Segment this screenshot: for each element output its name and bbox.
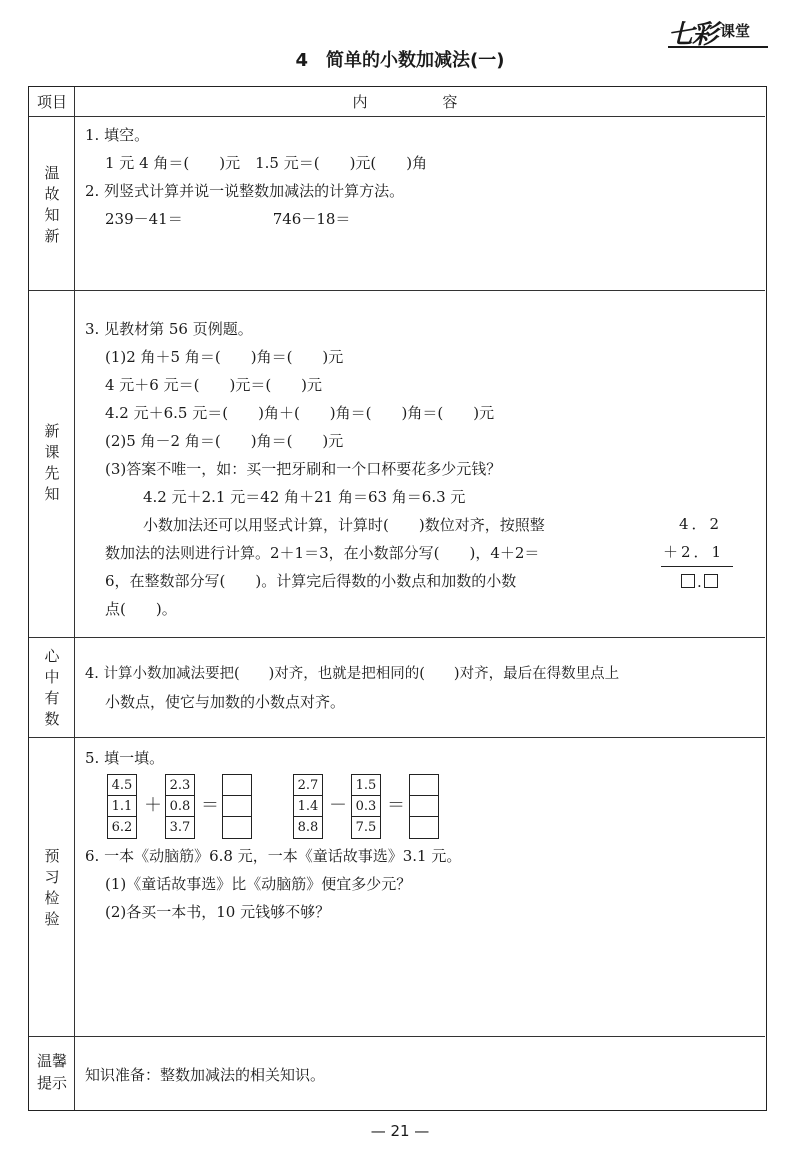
header-item-label: 项目 [36,93,67,111]
question-line: (3)答案不唯一，如：买一把牙刷和一个口杯要花多少元钱？ [105,460,502,478]
answer-cell[interactable] [410,796,438,817]
label-column [29,1037,75,1110]
page-number: — 21 — [370,1122,430,1140]
section-label-line: 提示 [36,1074,67,1092]
number-cell: 1.4 [294,796,322,817]
number-box-add-b [165,774,195,839]
tip-text: 知识准备：整数加减法的相关知识。 [85,1066,326,1084]
question-line: 4 元＋6 元＝( )元＝( )元 [105,376,323,394]
question-line: (2)5 角－2 角＝( )角＝( )元 [105,432,344,450]
brand-logo-small: 课堂 [720,22,751,40]
vertical-calc-bottom: ＋2．1 [663,543,725,561]
question-line: 3. 见教材第 56 页例题。 [85,320,253,338]
number-cell: 3.7 [169,820,191,835]
question-line: 1 元 4 角＝( )元 1.5 元＝( )元( )角 [105,154,428,172]
section-label-char: 数 [44,710,60,728]
question-line: 数加法的法则进行计算。2＋1＝3，在小数部分写( )，4＋2＝ [105,544,540,562]
section-content [75,1037,765,1110]
answer-box[interactable] [681,574,695,588]
question-line: 239－41＝ 746－18＝ [105,210,351,228]
section-content [75,638,765,737]
table-header-row [29,87,765,117]
answer-cell[interactable] [410,775,438,796]
section-review [29,117,765,291]
number-box-sub-a [293,774,323,839]
section-content [75,291,765,637]
answer-cell[interactable] [223,775,251,796]
section-label-char: 中 [44,668,60,686]
worksheet-table [28,86,767,1111]
number-cell: 8.8 [297,820,319,835]
number-box-add-a [107,774,137,839]
question-line: 4.2 元＋6.5 元＝( )角＋( )角＝( )角＝( )元 [105,404,495,422]
section-content [75,738,765,1036]
section-key-points [29,638,765,738]
answer-box-add[interactable] [222,774,252,839]
section-label-char: 故 [44,185,60,203]
question-line: (2)各买一本书，10 元钱够不够？ [105,903,331,921]
number-cell: 1.5 [352,775,380,796]
answer-cell[interactable] [223,796,251,817]
section-label-char: 验 [44,910,60,928]
section-label-char: 课 [44,443,60,461]
question-line: 5. 填一填。 [85,749,165,767]
section-label-char: 知 [44,206,60,224]
question-line: 1. 填空。 [85,126,150,144]
question-line: 2. 列竖式计算并说一说整数加减法的计算方法。 [85,182,405,200]
section-label-char: 预 [44,847,60,865]
number-cell: 2.7 [294,775,322,796]
vertical-calc-top: 4．2 [679,515,723,533]
section-preview-check [29,738,765,1037]
label-column [29,738,75,1036]
section-label-line: 温馨 [36,1052,67,1070]
vertical-calc-line [661,566,733,567]
section-label-char: 习 [44,868,60,886]
answer-cell[interactable] [410,817,438,838]
label-column [29,638,75,737]
section-tips [29,1037,765,1110]
section-label-char: 新 [44,422,60,440]
answer-cell[interactable] [223,817,251,838]
section-new-lesson [29,291,765,638]
number-cell: 1.1 [108,796,136,817]
page-title: 4 简单的小数加减法(一) [295,50,505,71]
plus-sign: ＋ [144,795,162,816]
answer-box-sub[interactable] [409,774,439,839]
brand-logo [668,16,768,50]
vertical-calc-answer: . [681,571,718,593]
section-label-char: 有 [44,689,60,707]
question-line: 小数点，使它与加数的小数点对齐。 [105,693,346,711]
number-cell: 6.2 [111,820,133,835]
header-content-label: 内 容 [352,93,488,111]
answer-box[interactable] [704,574,718,588]
number-cell: 0.8 [166,796,194,817]
question-line: 6. 一本《动脑筋》6.8 元，一本《童话故事选》3.1 元。 [85,847,462,865]
brand-logo-big: 七彩 [668,20,717,50]
equals-sign: ＝ [387,795,405,816]
section-label-char: 温 [44,164,60,182]
question-line: 6，在整数部分写( )。计算完后得数的小数点和加数的小数 [105,572,517,590]
number-cell: 2.3 [166,775,194,796]
label-column [29,291,75,637]
number-cell: 7.5 [355,820,377,835]
section-label-char: 新 [44,227,60,245]
question-line: (1)2 角＋5 角＝( )角＝( )元 [105,348,344,366]
question-line: 4. 计算小数加减法要把( )对齐，也就是把相同的( )对齐，最后在得数里点上 [85,666,620,682]
number-cell: 4.5 [108,775,136,796]
section-label-char: 知 [44,485,60,503]
number-cell: 0.3 [352,796,380,817]
minus-sign: － [329,795,347,816]
equals-sign: ＝ [201,795,219,816]
section-label-char: 先 [44,464,60,482]
question-line: (1)《童话故事选》比《动脑筋》便宜多少元？ [105,875,412,893]
question-line: 4.2 元＋2.1 元＝42 角＋21 角＝63 角＝6.3 元 [143,488,466,506]
section-content [75,117,765,290]
section-label-char: 心 [44,647,60,665]
number-box-sub-b [351,774,381,839]
question-line: 小数加法还可以用竖式计算，计算时( )数位对齐，按照整 [143,516,545,534]
section-label-char: 检 [44,889,60,907]
label-column [29,117,75,290]
question-line: 点( )。 [105,600,177,618]
